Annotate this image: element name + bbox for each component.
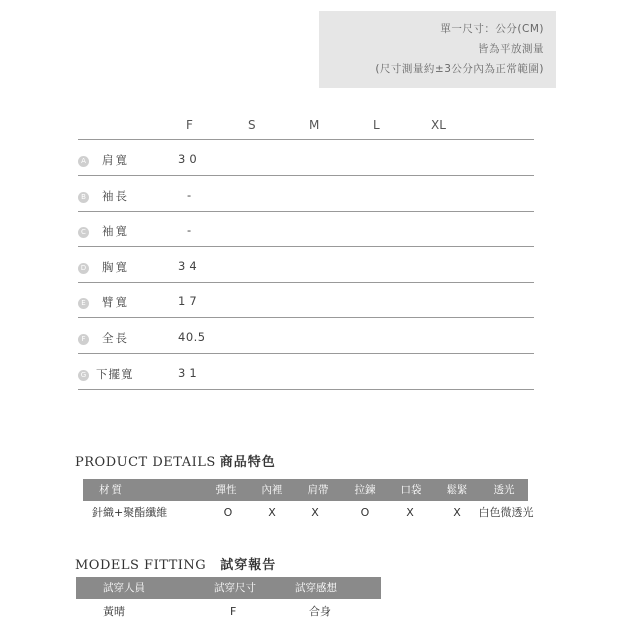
value-zipper: O — [360, 506, 370, 519]
row-label: 胸寬 — [102, 260, 129, 274]
note-unit: 單一尺寸：公分(CM) — [440, 23, 544, 35]
header-pocket: 口袋 — [400, 484, 422, 496]
models-fitting-values — [76, 602, 381, 622]
row-label: 臂寬 — [102, 295, 129, 309]
table-divider — [78, 353, 534, 354]
row-badge: C — [78, 227, 89, 238]
table-row — [78, 259, 534, 283]
value-elasticity: O — [223, 506, 233, 519]
table-divider — [78, 389, 534, 390]
row-badge: A — [78, 156, 89, 167]
value-waistband: X — [453, 506, 461, 519]
header-lining: 內裡 — [261, 484, 283, 496]
value-model: 黃晴 — [103, 605, 125, 618]
row-value-f: 17 — [178, 294, 201, 308]
header-fit-size: 試穿尺寸 — [214, 582, 256, 594]
value-straps: X — [311, 506, 319, 519]
table-row — [78, 152, 534, 176]
value-material: 針織+聚酯纖維 — [92, 506, 168, 519]
row-badge: F — [78, 334, 89, 345]
models-fitting-title — [75, 554, 276, 573]
product-details-title-en: PRODUCT DETAILS — [75, 455, 216, 470]
product-details-title — [75, 451, 276, 470]
product-details-title-cn: 商品特色 — [219, 455, 276, 470]
header-impression: 試穿感想 — [295, 582, 337, 594]
size-header-f: F — [186, 118, 193, 132]
table-divider — [78, 211, 534, 212]
header-model: 試穿人員 — [103, 582, 145, 594]
size-header-m: M — [309, 118, 320, 132]
row-value-f: 40.5 — [178, 330, 206, 344]
value-lining: X — [268, 506, 276, 519]
header-straps: 肩帶 — [307, 484, 329, 496]
header-material: 材質 — [99, 484, 124, 496]
table-divider — [78, 282, 534, 283]
row-label: 下擺寬 — [96, 367, 134, 381]
table-divider — [78, 139, 534, 140]
row-value-f: 30 — [178, 152, 201, 166]
row-label: 袖寬 — [102, 224, 129, 238]
value-impression: 合身 — [309, 605, 331, 618]
models-fitting-title-cn: 試穿報告 — [220, 558, 277, 573]
row-label: 肩寬 — [102, 153, 129, 167]
header-waistband: 鬆緊 — [446, 484, 468, 496]
table-row — [78, 294, 534, 318]
row-badge: E — [78, 298, 89, 309]
row-label: 袖長 — [102, 189, 129, 203]
value-pocket: X — [406, 506, 414, 519]
table-row — [78, 330, 534, 354]
value-fit-size: F — [230, 605, 237, 618]
row-badge: G — [78, 370, 89, 381]
note-tolerance: (尺寸測量約±3公分內為正常範圍) — [375, 63, 544, 75]
models-fitting-title-en: MODELS FITTING — [75, 558, 207, 573]
table-divider — [78, 175, 534, 176]
models-fitting-header — [76, 577, 381, 599]
measurement-note — [319, 11, 556, 88]
size-header-s: S — [248, 118, 256, 132]
header-sheerness: 透光 — [493, 484, 515, 496]
row-label: 全長 — [102, 331, 129, 345]
table-row — [78, 188, 534, 212]
table-row — [78, 223, 534, 247]
row-value-f: - — [187, 223, 196, 237]
row-value-f: 34 — [178, 259, 201, 273]
table-divider — [78, 246, 534, 247]
size-header-xl: XL — [431, 118, 446, 132]
size-header-l: L — [373, 118, 380, 132]
product-details-values — [83, 503, 553, 523]
row-value-f: 31 — [178, 366, 201, 380]
row-value-f: - — [187, 188, 196, 202]
row-badge: B — [78, 192, 89, 203]
row-badge: D — [78, 263, 89, 274]
header-elasticity: 彈性 — [215, 484, 237, 496]
table-divider — [78, 317, 534, 318]
product-details-header — [83, 479, 528, 501]
table-row — [78, 366, 534, 390]
note-method: 皆為平放測量 — [478, 43, 544, 55]
header-zipper: 拉鍊 — [354, 484, 376, 496]
value-sheerness: 白色微透光 — [478, 506, 534, 519]
